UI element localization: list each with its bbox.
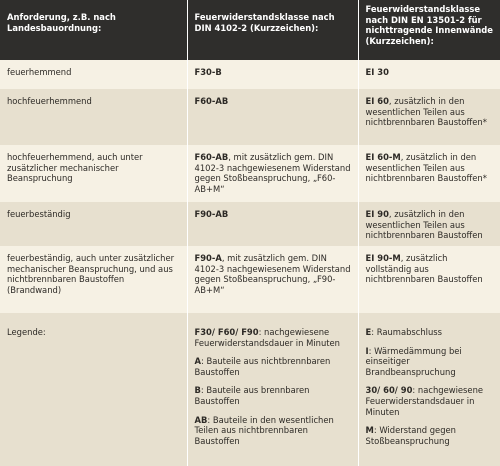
din-class-code: F90-AB bbox=[194, 209, 229, 219]
legend-key: E bbox=[365, 327, 372, 337]
en-class-text: , zusätzlich vollständig aus nichtbrennbaren Baustoffen bbox=[365, 253, 483, 285]
en-class-code: EI 30 bbox=[365, 67, 389, 77]
legend-entry bbox=[366, 425, 495, 446]
legend-label: Legende: bbox=[0, 313, 187, 466]
legend-text: : Bauteile in den wesentlichen Teilen aus nichtbrennbaren Baustoffen bbox=[194, 414, 334, 446]
en-class-cell bbox=[358, 60, 500, 89]
table-body bbox=[0, 60, 500, 466]
din-class-cell bbox=[187, 202, 358, 246]
din-class-cell bbox=[187, 246, 358, 313]
din-class-text: , mit zusätzlich gem. DIN 4102-3 nachgewiesenem Widerstand gegen Stoßbeanspruchung, „F60-AB+M“ bbox=[194, 152, 351, 194]
legend-key: I bbox=[365, 345, 369, 356]
header-requirement: Anforderung, z.B. nach Landesbauordnung: bbox=[0, 0, 187, 60]
requirement-cell: feuerbeständig, auch unter zusätzlicher mechanischer Beanspruchung, und aus nichtbrennbaren Baustoffen (Brandwand) bbox=[0, 246, 187, 313]
legend-text: : Widerstand gegen Stoßbeanspruchung bbox=[365, 425, 456, 446]
legend-entry bbox=[366, 385, 495, 417]
legend-key: 30/ 60/ 90 bbox=[365, 385, 413, 396]
table-row bbox=[0, 202, 500, 246]
en-class-cell bbox=[358, 145, 500, 202]
en-class-code: EI 60 bbox=[365, 96, 389, 106]
din-class-cell bbox=[187, 89, 358, 145]
table-row bbox=[0, 60, 500, 89]
requirement-cell: feuerbeständig bbox=[0, 202, 187, 246]
din-class-code: F30-B bbox=[194, 67, 222, 77]
legend-en-cell bbox=[358, 313, 500, 466]
din-class-text: , mit zusätzlich gem. DIN 4102-3 nachgewiesenem Widerstand gegen Stoßbeanspruchung, „F90-AB+M“ bbox=[194, 253, 351, 295]
legend-key: M bbox=[365, 425, 374, 436]
en-class-text: , zusätzlich in den wesentlichen Teilen aus nichtbrennbaren Baustoffen bbox=[365, 209, 483, 241]
header-din-4102: Feuerwiderstandsklasse nach DIN 4102-2 (Kurzzeichen): bbox=[187, 0, 358, 60]
legend-entry bbox=[195, 356, 352, 377]
legend-entry bbox=[195, 385, 352, 406]
table-row bbox=[0, 246, 500, 313]
legend-key: AB bbox=[194, 414, 208, 425]
en-class-cell bbox=[358, 246, 500, 313]
din-class-code: F90-A bbox=[194, 253, 222, 263]
table-header bbox=[0, 0, 500, 60]
table-row bbox=[0, 89, 500, 145]
table-row bbox=[0, 145, 500, 202]
din-class-code: F60-AB bbox=[194, 96, 229, 106]
en-class-code: EI 90 bbox=[365, 209, 389, 219]
en-class-code: EI 90-M bbox=[365, 253, 401, 263]
legend-text: : nachgewiesene Feuerwiderstandsdauer in Minuten bbox=[194, 327, 340, 348]
legend-key: F30/ F60/ F90 bbox=[194, 327, 259, 337]
legend-entry bbox=[195, 415, 352, 447]
din-class-cell bbox=[187, 60, 358, 89]
en-class-text: , zusätzlich in den wesentlichen Teilen aus nichtbrennbaren Baustoffen* bbox=[365, 152, 487, 184]
legend-text: : Bauteile aus brennbaren Baustoffen bbox=[194, 385, 310, 406]
legend-text: : nachgewiesene Feuerwiderstandsdauer in Minuten bbox=[365, 385, 484, 417]
legend-entry bbox=[366, 327, 495, 338]
din-class-cell bbox=[187, 145, 358, 202]
legend-text: : Bauteile aus nichtbrennbaren Baustoffen bbox=[194, 356, 331, 377]
legend-entry bbox=[366, 346, 495, 378]
legend-key: A bbox=[194, 356, 201, 367]
requirement-cell: hochfeuerhemmend, auch unter zusätzlicher mechanischer Beanspruchung bbox=[0, 145, 187, 202]
en-class-text: , zusätzlich in den wesentlichen Teilen aus nichtbrennbaren Baustoffen* bbox=[365, 96, 487, 128]
legend-entry bbox=[195, 327, 352, 348]
en-class-code: EI 60-M bbox=[365, 152, 401, 162]
header-row bbox=[0, 0, 500, 60]
legend-key: B bbox=[194, 385, 201, 396]
legend-din-cell bbox=[187, 313, 358, 466]
requirement-cell: feuerhemmend bbox=[0, 60, 187, 89]
requirement-cell: hochfeuerhemmend bbox=[0, 89, 187, 145]
en-class-cell bbox=[358, 202, 500, 246]
din-class-code: F60-AB bbox=[194, 152, 229, 162]
en-class-cell bbox=[358, 89, 500, 145]
legend-row bbox=[0, 313, 500, 466]
legend-text: : Wärmedämmung bei einseitiger Brandbeanspruchung bbox=[365, 345, 462, 377]
header-din-en-13501: Feuerwiderstandsklasse nach DIN EN 13501-2 für nichttragende Innenwände (Kurzzeichen): bbox=[358, 0, 500, 60]
legend-text: : Raumabschluss bbox=[371, 327, 443, 337]
